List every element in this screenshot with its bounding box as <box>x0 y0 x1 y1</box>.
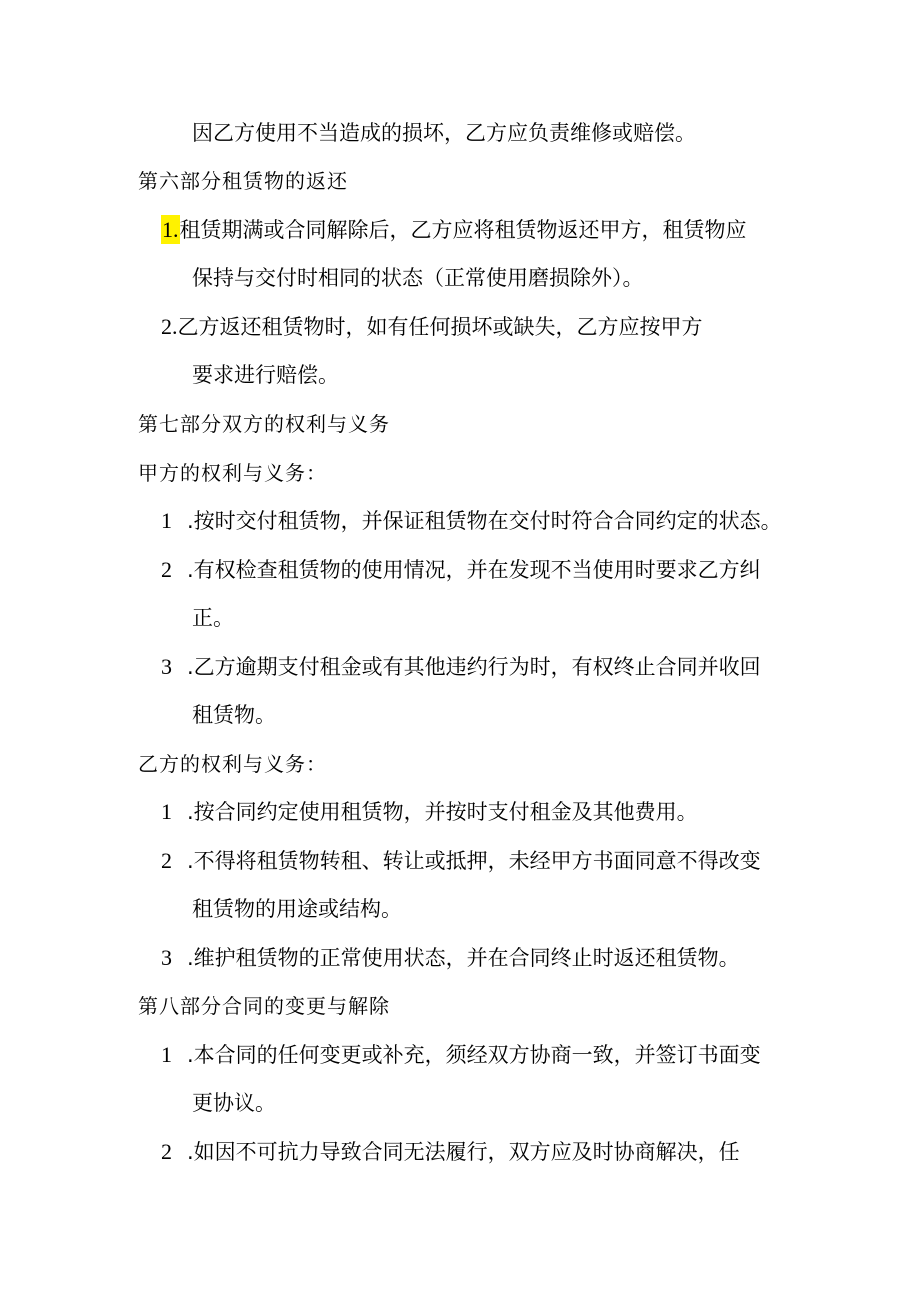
list-item-text: .如因不可抗力导致合同无法履行，双方应及时协商解决，任 <box>187 1140 740 1164</box>
subheading-party-b: 乙方的权利与义务： <box>138 752 327 776</box>
section-heading-7: 第七部分双方的权利与义务 <box>138 412 390 436</box>
list-number: 3 <box>161 654 172 679</box>
list-item-c-1 <box>161 1040 761 1070</box>
list-number: 3 <box>161 945 172 970</box>
list-item-b-2-continuation: 租赁物的用途或结构。 <box>192 897 402 921</box>
list-number: 2. <box>161 314 178 339</box>
list-item-a-3-continuation: 租赁物。 <box>192 703 276 727</box>
list-item-6-1-continuation: 保持与交付时相同的状态（正常使用磨损除外）。 <box>192 266 644 290</box>
list-item-b-1 <box>161 797 698 827</box>
list-item-6-1 <box>161 215 747 245</box>
list-item-a-1 <box>161 506 782 536</box>
list-item-b-2 <box>161 846 761 876</box>
list-item-text: .乙方逾期支付租金或有其他违约行为时，有权终止合同并收回 <box>187 655 761 679</box>
list-item-text: .维护租赁物的正常使用状态，并在合同终止时返还租赁物。 <box>187 946 740 970</box>
list-item-c-1-continuation: 更协议。 <box>192 1091 276 1115</box>
list-item-text: .有权检查租赁物的使用情况，并在发现不当使用时要求乙方纠 <box>187 558 761 582</box>
list-number: 2 <box>161 557 172 582</box>
list-item-text: .本合同的任何变更或补充，须经双方协商一致，并签订书面变 <box>187 1043 761 1067</box>
list-item-a-2-continuation: 正。 <box>192 606 234 630</box>
list-item-a-2 <box>161 555 761 585</box>
paragraph-continuation: 因乙方使用不当造成的损坏，乙方应负责维修或赔偿。 <box>192 121 696 145</box>
list-item-text: 乙方返还租赁物时，如有任何损坏或缺失，乙方应按甲方 <box>177 315 703 339</box>
list-item-b-3 <box>161 943 740 973</box>
subheading-party-a: 甲方的权利与义务： <box>138 461 327 485</box>
list-item-text: .不得将租赁物转租、转让或抵押，未经甲方书面同意不得改变 <box>187 849 761 873</box>
list-item-6-2-continuation: 要求进行赔偿。 <box>192 363 339 387</box>
list-number: 2 <box>161 848 172 873</box>
list-item-a-3 <box>161 652 761 682</box>
list-number: 1 <box>161 508 172 533</box>
section-heading-6: 第六部分租赁物的返还 <box>138 169 348 193</box>
list-item-text: .按时交付租赁物，并保证租赁物在交付时符合合同约定的状态。 <box>187 509 782 533</box>
list-item-c-2 <box>161 1137 740 1167</box>
list-number: 1 <box>161 799 172 824</box>
list-item-text: .按合同约定使用租赁物，并按时支付租金及其他费用。 <box>187 800 698 824</box>
list-item-text: 租赁期满或合同解除后，乙方应将租赁物返还甲方，租赁物应 <box>179 218 747 242</box>
section-heading-8: 第八部分合同的变更与解除 <box>138 994 390 1018</box>
list-number: 1 <box>161 1042 172 1067</box>
list-item-6-2 <box>161 312 703 342</box>
list-number: 2 <box>161 1139 172 1164</box>
highlighted-list-number: 1. <box>162 217 179 242</box>
